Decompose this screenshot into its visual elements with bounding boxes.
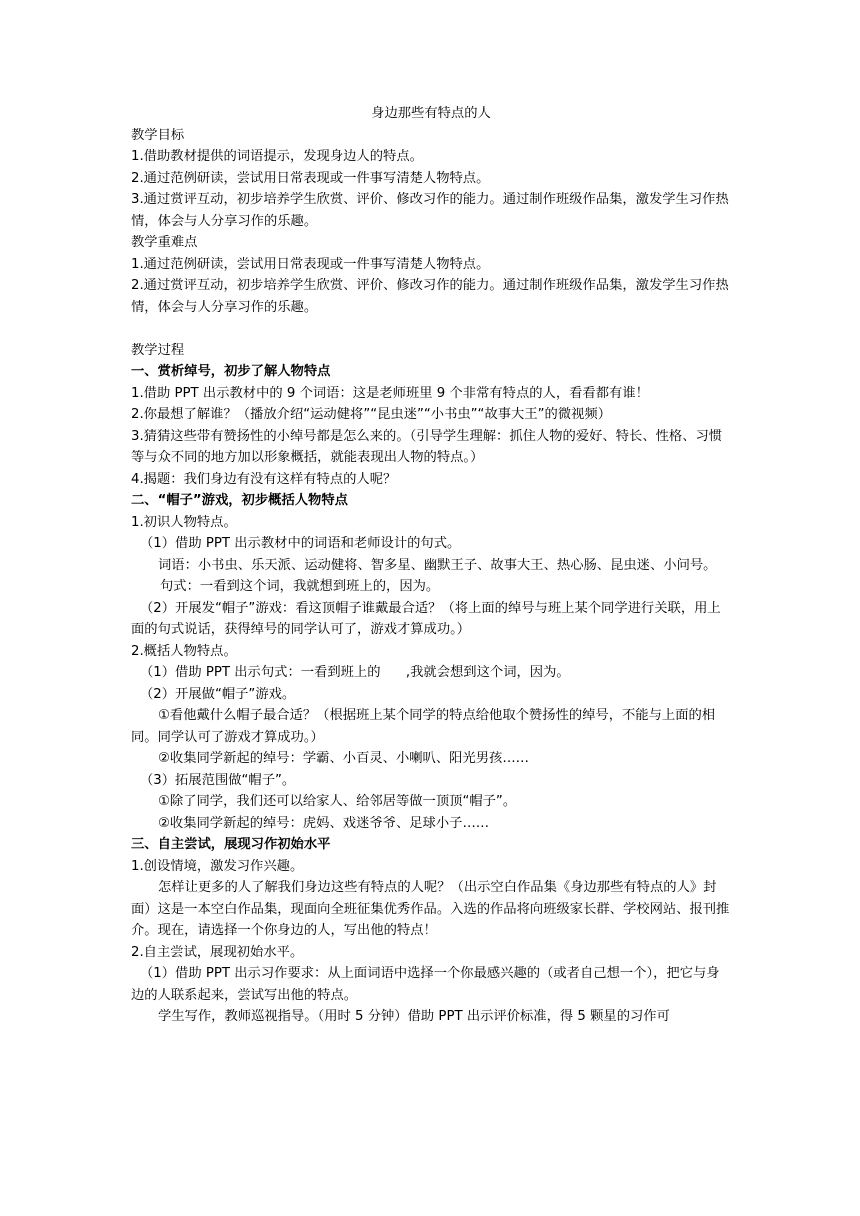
paragraph: ②收集同学新起的绰号：学霸、小百灵、小喇叭、阳光男孩…… — [158, 751, 529, 766]
paragraph: （1）借助 PPT 出示教材中的词语和老师设计的句式。 — [140, 536, 461, 551]
paragraph: （2）开展发“帽子”游戏：看这顶帽子谁戴最合适？（将上面的绰号与班上某个同学进行关联，用上面的句式说话，获得绰号的同学认可了，游戏才算成功。） — [131, 600, 721, 637]
paragraph: 怎样让更多的人了解我们身边这些有特点的人呢？（出示空白作品集《身边那些有特点的人》封面）这是一本空白作品集，现面向全班征集优秀作品。入选的作品将向班级家长群、学校网站、报刊推介。现在，请选择一个你身边的人，写出他的特点！ — [131, 880, 730, 938]
paragraph: 2.概括人物特点。 — [131, 643, 237, 659]
part-heading-1: 一、赏析绰号，初步了解人物特点 — [131, 364, 331, 379]
paragraph: 1.初识人物特点。 — [131, 514, 237, 530]
paragraph: 词语：小书虫、乐天派、运动健将、智多星、幽默王子、故事大王、热心肠、昆虫迷、小问号。 — [158, 557, 717, 573]
paragraph: 句式：一看到这个词，我就想到班上的，因为。 — [160, 579, 440, 594]
section-heading-goals: 教学目标 — [131, 127, 185, 143]
paragraph: ②收集同学新起的绰号：虎妈、戏迷爷爷、足球小子…… — [158, 815, 490, 831]
key-point-1: 1.通过范例研读，尝试用日常表现或一件事写清楚人物特点。 — [131, 256, 490, 272]
goal-item-1: 1.借助教材提供的词语提示，发现身边人的特点。 — [131, 149, 423, 164]
paragraph: 学生写作，教师巡视指导。（用时 5 分钟）借助 PPT 出示评价标准，得 5 颗星的习作可 — [158, 1009, 670, 1024]
paragraph: （2）开展做“帽子”游戏。 — [140, 686, 296, 702]
paragraph: 3.猜猜这些带有赞扬性的小绰号都是怎么来的。（引导学生理解：抓住人物的爱好、特长、性格、习惯等与众不同的地方加以形象概括，就能表现出人物的特点。） — [131, 428, 723, 465]
paragraph: 2.自主尝试，展现初始水平。 — [131, 944, 304, 960]
paragraph: 1.创设情境，激发习作兴趣。 — [131, 858, 304, 874]
paragraph: 4.揭题：我们身边有没有这样有特点的人呢？ — [131, 471, 397, 487]
paragraph: 1.借助 PPT 出示教材中的 9 个词语：这是老师班里 9 个非常有特点的人，看看都有谁！ — [131, 385, 649, 401]
section-heading-key-points: 教学重难点 — [131, 235, 198, 250]
goal-item-3: 3.通过赏评互动，初步培养学生欣赏、评价、修改习作的能力。通过制作班级作品集，激发学生习作热情，体会与人分享习作的乐趣。 — [131, 192, 729, 229]
goal-item-2: 2.通过范例研读，尝试用日常表现或一件事写清楚人物特点。 — [131, 170, 490, 186]
part-heading-2: 二、“帽子”游戏，初步概括人物特点 — [131, 493, 348, 508]
key-point-2: 2.通过赏评互动，初步培养学生欣赏、评价、修改习作的能力。通过制作班级作品集，激发学生习作热情，体会与人分享习作的乐趣。 — [131, 278, 729, 315]
paragraph: 2.你最想了解谁？（播放介绍“运动健将”“昆虫迷”“小书虫”“故事大王”的微视频） — [131, 407, 611, 422]
part-heading-3: 三、自主尝试，展现习作初始水平 — [131, 837, 331, 852]
blank-line — [131, 318, 731, 340]
paragraph: （1）借助 PPT 出示习作要求：从上面词语中选择一个你最感兴趣的（或者自己想一个），把它与身边的人联系起来，尝试写出他的特点。 — [131, 966, 720, 1003]
paragraph: ①除了同学，我们还可以给家人、给邻居等做一顶顶“帽子”。 — [158, 794, 517, 809]
document-body — [131, 103, 731, 1028]
paragraph: ①看他戴什么帽子最合适？（根据班上某个同学的特点给他取个赞扬性的绰号，不能与上面的相同。同学认可了游戏才算成功。） — [131, 708, 716, 745]
paragraph: （1）借助 PPT 出示句式：一看到班上的 ,我就会想到这个词，因为。 — [140, 665, 570, 680]
document-title: 身边那些有特点的人 — [371, 106, 491, 121]
paragraph: （3）拓展范围做“帽子”。 — [140, 772, 296, 788]
section-heading-process: 教学过程 — [131, 342, 185, 358]
